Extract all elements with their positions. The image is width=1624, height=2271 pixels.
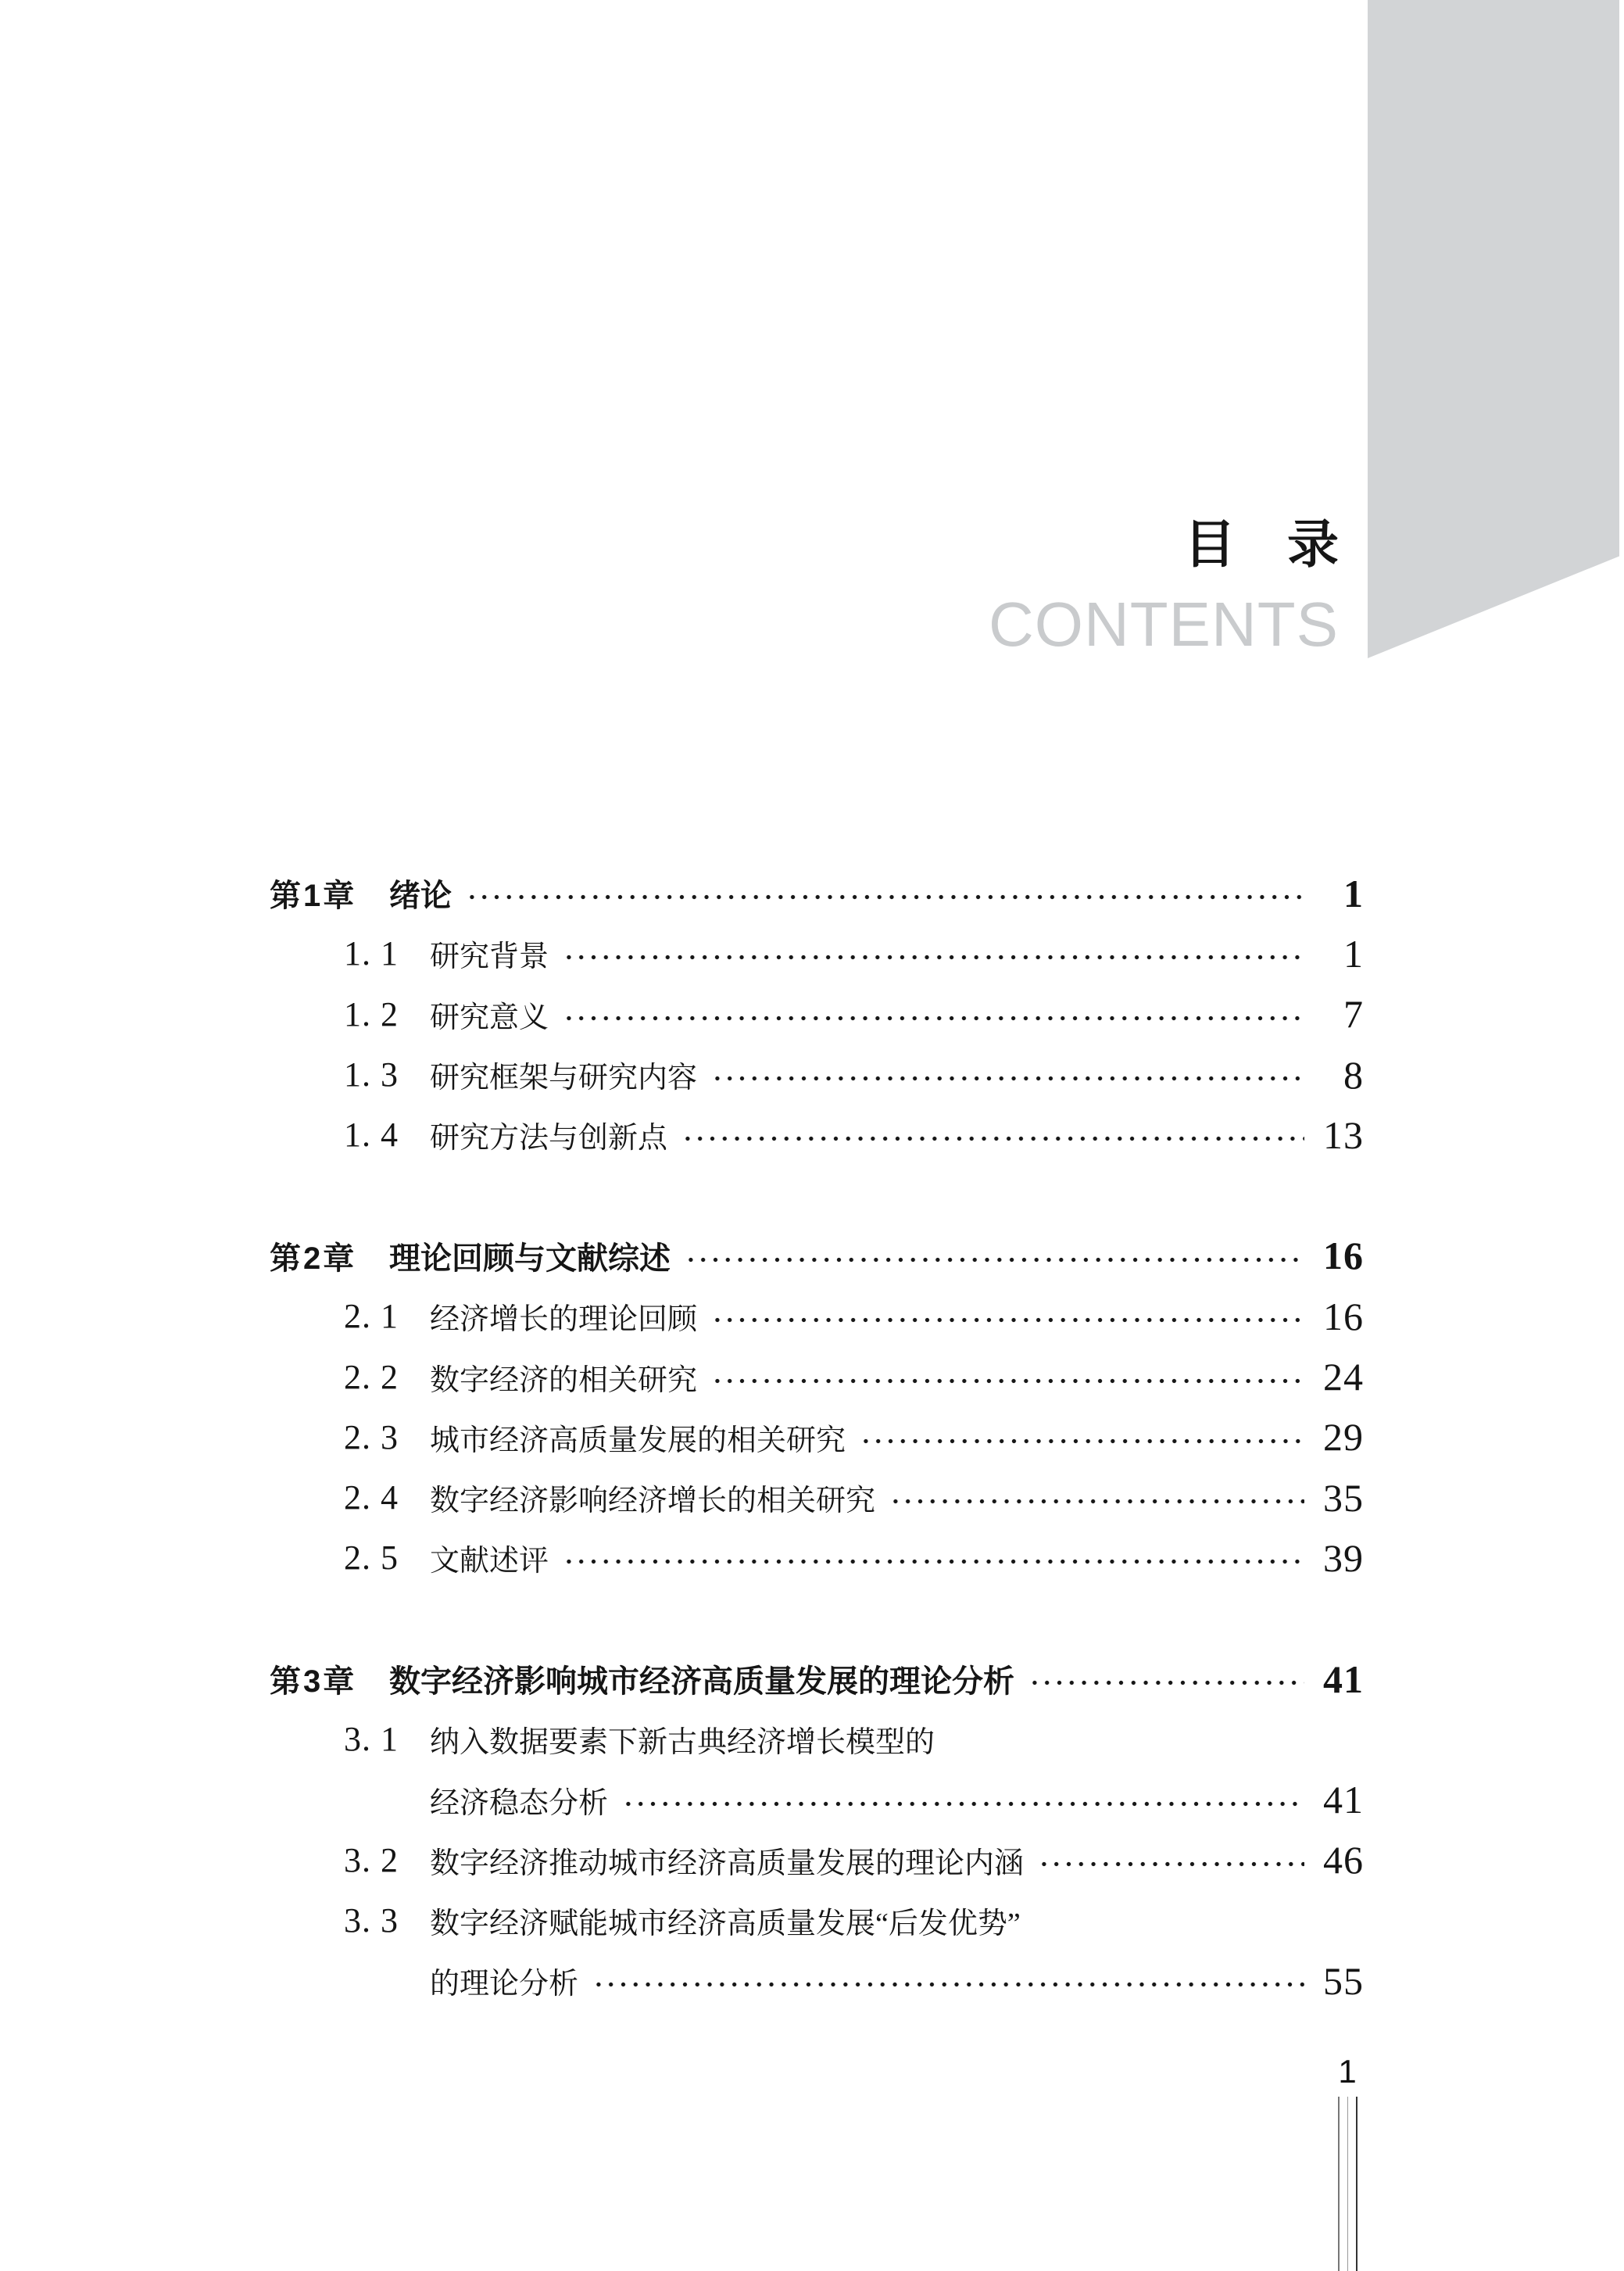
toc-section-row bbox=[270, 1769, 1364, 1829]
toc-section-row bbox=[270, 1105, 1364, 1165]
section-number: 3. 2 bbox=[344, 1840, 399, 1879]
toc-section-row bbox=[270, 923, 1364, 983]
page-number: 8 bbox=[1343, 1052, 1364, 1097]
section-number: 2. 2 bbox=[344, 1357, 399, 1396]
page-number: 24 bbox=[1323, 1355, 1364, 1399]
toc-section-row bbox=[270, 1467, 1364, 1528]
section-number: 2. 4 bbox=[344, 1478, 399, 1517]
page-number: 1 bbox=[1343, 871, 1364, 915]
toc-chapter-row bbox=[270, 1649, 1364, 1709]
chapter-number: 第3章 bbox=[270, 1664, 357, 1699]
page-number: 41 bbox=[1323, 1657, 1364, 1701]
folio-rule-right bbox=[1356, 2097, 1358, 2271]
dot-leader bbox=[710, 1313, 1304, 1327]
toc-chapter-block bbox=[270, 863, 1364, 1165]
section-title: 文献述评 bbox=[430, 1545, 549, 1578]
section-title: 经济增长的理论回顾 bbox=[430, 1303, 698, 1337]
section-number: 1. 4 bbox=[344, 1116, 399, 1155]
dot-leader bbox=[1027, 1676, 1304, 1689]
corner-accent-shape bbox=[1368, 0, 1619, 658]
dot-leader bbox=[1036, 1857, 1304, 1871]
page-header bbox=[989, 517, 1339, 659]
folio-page-number: 1 bbox=[1338, 2053, 1357, 2090]
section-title: 经济稳态分析 bbox=[430, 1786, 609, 1820]
chapter-title: 绪论 bbox=[389, 879, 452, 914]
section-title: 纳入数据要素下新古典经济增长模型的 bbox=[430, 1726, 935, 1760]
toc-section-row bbox=[270, 984, 1364, 1044]
section-title: 研究背景 bbox=[430, 940, 549, 974]
toc-section-row bbox=[270, 1407, 1364, 1467]
page-number: 35 bbox=[1323, 1475, 1364, 1520]
toc-section-row bbox=[270, 1346, 1364, 1406]
page-title: 目 录 bbox=[1184, 517, 1339, 574]
section-title: 数字经济推动城市经济高质量发展的理论内涵 bbox=[430, 1847, 1025, 1880]
folio-rule-middle bbox=[1347, 2097, 1349, 2271]
section-number: 1. 2 bbox=[344, 994, 399, 1033]
section-number: 3. 3 bbox=[344, 1901, 399, 1940]
page-number: 7 bbox=[1343, 992, 1364, 1037]
page-number: 46 bbox=[1323, 1838, 1364, 1882]
dot-leader bbox=[621, 1797, 1304, 1811]
section-title: 研究意义 bbox=[430, 1001, 549, 1034]
dot-leader bbox=[710, 1072, 1304, 1085]
page-number: 16 bbox=[1323, 1234, 1364, 1278]
toc-chapter-row bbox=[270, 1226, 1364, 1286]
chapter-number: 第1章 bbox=[270, 879, 357, 914]
dot-leader bbox=[680, 1132, 1304, 1145]
page-title-english: CONTENTS bbox=[989, 589, 1339, 659]
toc-section-row bbox=[270, 1044, 1364, 1105]
toc-section-row bbox=[270, 1709, 1364, 1769]
chapter-title: 数字经济影响城市经济高质量发展的理论分析 bbox=[389, 1664, 1014, 1699]
folio-rule-left bbox=[1338, 2097, 1340, 2271]
section-number: 2. 5 bbox=[344, 1538, 399, 1578]
dot-leader bbox=[888, 1495, 1304, 1508]
toc-section-row bbox=[270, 1830, 1364, 1890]
chapter-number: 第2章 bbox=[270, 1241, 357, 1276]
section-title: 城市经济高质量发展的相关研究 bbox=[430, 1424, 846, 1457]
page-number: 39 bbox=[1323, 1535, 1364, 1580]
dot-leader bbox=[464, 890, 1304, 904]
toc-chapter-block bbox=[270, 1226, 1364, 1589]
dot-leader bbox=[561, 1555, 1304, 1568]
toc-chapter-row bbox=[270, 863, 1364, 923]
chapter-title: 理论回顾与文献综述 bbox=[389, 1241, 671, 1276]
section-title: 数字经济的相关研究 bbox=[430, 1363, 698, 1397]
toc-chapter-block bbox=[270, 1649, 1364, 2011]
section-title: 的理论分析 bbox=[430, 1968, 579, 2001]
section-title: 研究方法与创新点 bbox=[430, 1122, 668, 1155]
section-title: 研究框架与研究内容 bbox=[430, 1062, 698, 1095]
toc-section-row bbox=[270, 1528, 1364, 1588]
section-number: 2. 3 bbox=[344, 1417, 399, 1456]
page-number: 13 bbox=[1323, 1112, 1364, 1157]
page-number: 41 bbox=[1323, 1778, 1364, 1822]
page-number: 29 bbox=[1323, 1415, 1364, 1460]
toc-section-row bbox=[270, 1890, 1364, 1950]
dot-leader bbox=[561, 951, 1304, 964]
section-number: 3. 1 bbox=[344, 1720, 399, 1759]
page-number: 16 bbox=[1323, 1294, 1364, 1338]
section-number: 2. 1 bbox=[344, 1297, 399, 1336]
toc-section-row bbox=[270, 1950, 1364, 2011]
section-number: 1. 3 bbox=[344, 1055, 399, 1094]
dot-leader bbox=[561, 1012, 1304, 1025]
toc-list bbox=[270, 863, 1364, 2011]
dot-leader bbox=[710, 1374, 1304, 1388]
page-number: 1 bbox=[1343, 931, 1364, 976]
dot-leader bbox=[858, 1435, 1304, 1448]
dot-leader bbox=[683, 1253, 1304, 1266]
section-title: 数字经济赋能城市经济高质量发展“后发优势” bbox=[430, 1907, 1021, 1941]
section-title: 数字经济影响经济增长的相关研究 bbox=[430, 1485, 876, 1518]
dot-leader bbox=[591, 1978, 1304, 1991]
toc-section-row bbox=[270, 1286, 1364, 1346]
page-number: 55 bbox=[1323, 1958, 1364, 2003]
section-number: 1. 1 bbox=[344, 934, 399, 973]
folio-decoration-rules bbox=[1338, 2097, 1358, 2271]
